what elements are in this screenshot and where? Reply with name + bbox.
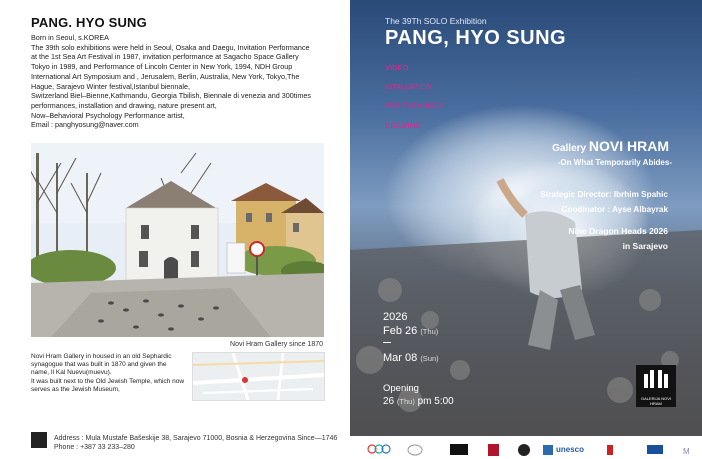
desc-line: synagogue that was built in 1870 and given the (31, 361, 167, 369)
opening-day: (Thu) (396, 397, 415, 406)
media-drawing: DRAWING (385, 121, 421, 130)
desc-line: Novi Hram Gallery in housed in an old Sephardic (31, 353, 172, 360)
opening-hour: pm 5:00 (417, 396, 454, 407)
exhibition-tagline: -On What Temporarily Abides- (557, 158, 672, 167)
galerija-logo (636, 365, 676, 407)
media-installation: ISTALLATION (385, 82, 432, 91)
start-date-text: Feb 26 (383, 325, 418, 337)
opening-date: 26 (383, 396, 395, 407)
galerija-logo-text: GALERIJA NOVI HRAM (640, 396, 671, 406)
bio-line: Now–Behavioral Psychology Performance artist, (31, 110, 185, 120)
bio-line: performances, installation and drawing, nature present art, (31, 100, 217, 110)
bio-line: The 39th solo exhibitions were held in Seoul, Osaka and Daegu, Invitation Performance (31, 42, 310, 52)
event-location: in Sarajevo (622, 241, 668, 251)
end-date-text: Mar 08 (383, 352, 418, 364)
desc-line: serves as the Jewish Museum, (31, 385, 120, 393)
media-video: VIDEO (385, 63, 409, 72)
desc-line: It was built next to the Old Jewish Temple, which now (31, 377, 185, 385)
start-day: (Thu) (420, 327, 439, 336)
bio-email: Email : panghyosung@naver.com (31, 120, 139, 130)
photo-caption: Novi Hram Gallery since 1870 (230, 341, 323, 348)
coordinator: Coodinator : Ayse Albayrak (561, 205, 668, 214)
gallery-description (31, 353, 191, 394)
exhibition-year: 2026 (383, 311, 408, 323)
nine-dragon-heads: Nine Dragon Heads 2026 (568, 226, 668, 236)
gallery-photo (31, 143, 324, 337)
sponsor-logos (367, 440, 702, 459)
artist-name: PANG. HYO SUNG (31, 15, 147, 30)
date-dash (383, 342, 391, 343)
exhibition-title: PANG, HYO SUNG (385, 27, 567, 49)
desc-line: name, Il Kal Nuevu(muevu). (31, 369, 112, 377)
end-day: (Sun) (420, 354, 439, 363)
end-date (383, 352, 439, 364)
opening-label: Opening (383, 383, 419, 394)
location-map (192, 352, 325, 401)
footer-address (54, 434, 337, 452)
bio-line: Born in Seoul, s.KOREA (31, 33, 109, 42)
gallery-heading (552, 138, 669, 154)
gallery-prefix: Gallery (552, 143, 587, 154)
start-date (383, 325, 438, 337)
gallery-name: NOVI HRAM (588, 138, 669, 154)
bio-line: Switzerland Biel–Bienne,Kathmandu, Georgia Tbilish, Biennale di venezia and 300times (31, 91, 311, 101)
bio-line: at the 1st Sea Art Festival in 1987, invitation performance at Sagacho Space Gallery (31, 52, 299, 62)
artist-bio (31, 33, 331, 130)
exhibition-subtitle: The 39Th SOLO Exhibition (385, 16, 487, 26)
svg-text:M: M (683, 447, 690, 456)
media-performance: PERFORMANCE (385, 101, 444, 110)
address: Address : Mula Mustafe Bašeskije 38, Sarajevo 71000, Bosnia & Herzegovina Since—1746 (54, 435, 338, 442)
gallery-footer-logo (31, 432, 47, 448)
left-page (0, 0, 350, 459)
bio-line: Hague, Sarajevo Winter festival,Istanbul biennale, (31, 81, 191, 91)
opening-time (383, 396, 454, 407)
unesco-logo: unesco (556, 445, 585, 454)
bio-line: International Art Symposium and , Jerusalem, Berlin, Australia, New York, Tokyo,The (31, 71, 300, 81)
bio-line: Tokyo in 1989, and Performance of Lincoln Center in New York, 1994, NDH Group (31, 62, 293, 72)
phone: Phone : +387 33 233–280 (54, 444, 135, 451)
strategic-director: Strategic Director: Ibrhim Spahic (540, 190, 668, 199)
